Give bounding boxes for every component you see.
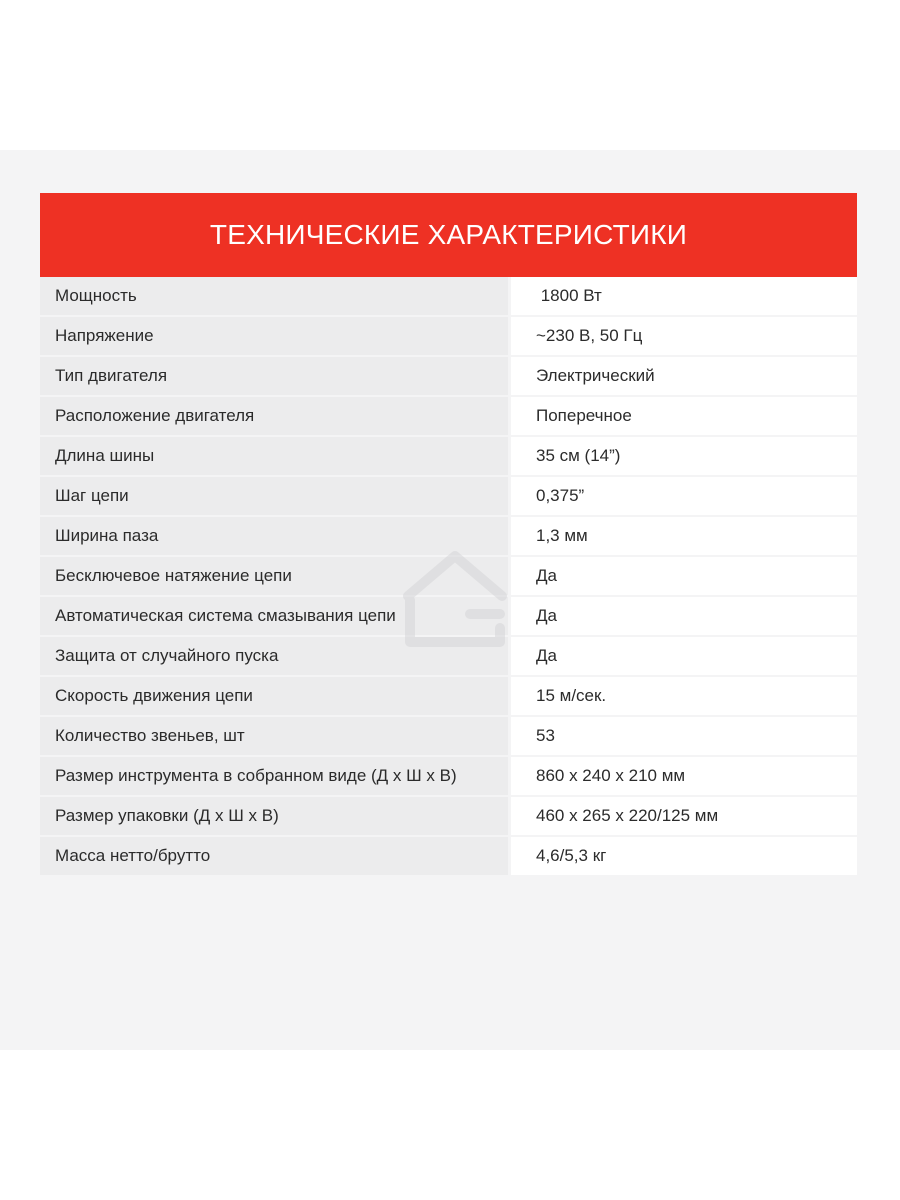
spec-value: 53: [511, 717, 857, 755]
spec-value: ~230 В, 50 Гц: [511, 317, 857, 355]
spec-label: Ширина паза: [40, 517, 508, 555]
spec-value: 1,3 мм: [511, 517, 857, 555]
spec-row: [40, 677, 857, 717]
spec-label: Мощность: [40, 277, 508, 315]
spec-label: Напряжение: [40, 317, 508, 355]
spec-value: 460 х 265 х 220/125 мм: [511, 797, 857, 835]
spec-value: 15 м/сек.: [511, 677, 857, 715]
spec-row: [40, 477, 857, 517]
spec-value: 860 х 240 х 210 мм: [511, 757, 857, 795]
spec-row: [40, 557, 857, 597]
spec-label: Размер упаковки (Д х Ш х В): [40, 797, 508, 835]
spec-label: Количество звеньев, шт: [40, 717, 508, 755]
spec-label: Защита от случайного пуска: [40, 637, 508, 675]
spec-value: 4,6/5,3 кг: [511, 837, 857, 875]
spec-row: [40, 757, 857, 797]
spec-row: [40, 717, 857, 757]
spec-value: Да: [511, 637, 857, 675]
spec-label: Автоматическая система смазывания цепи: [40, 597, 508, 635]
spec-label: Тип двигателя: [40, 357, 508, 395]
spec-value: 0,375”: [511, 477, 857, 515]
spec-row: [40, 837, 857, 875]
spec-label: Расположение двигателя: [40, 397, 508, 435]
spec-value: Да: [511, 557, 857, 595]
spec-row: [40, 437, 857, 477]
spec-row: [40, 357, 857, 397]
spec-rows: [40, 277, 857, 875]
spec-row: [40, 277, 857, 317]
spec-value: 1800 Вт: [511, 277, 857, 315]
spec-label: Длина шины: [40, 437, 508, 475]
spec-label: Масса нетто/брутто: [40, 837, 508, 875]
spec-row: [40, 797, 857, 837]
spec-table: [40, 193, 857, 875]
spec-row: [40, 597, 857, 637]
spec-row: [40, 317, 857, 357]
spec-label: Скорость движения цепи: [40, 677, 508, 715]
spec-row: [40, 397, 857, 437]
spec-row: [40, 637, 857, 677]
spec-label: Шаг цепи: [40, 477, 508, 515]
spec-row: [40, 517, 857, 557]
spec-value: 35 см (14”): [511, 437, 857, 475]
spec-header: [40, 193, 857, 277]
spec-label: Размер инструмента в собранном виде (Д х Ш х В): [40, 757, 508, 795]
spec-value: Поперечное: [511, 397, 857, 435]
spec-value: Да: [511, 597, 857, 635]
spec-value: Электрический: [511, 357, 857, 395]
spec-title: ТЕХНИЧЕСКИЕ ХАРАКТЕРИСТИКИ: [209, 219, 688, 250]
spec-label: Бесключевое натяжение цепи: [40, 557, 508, 595]
